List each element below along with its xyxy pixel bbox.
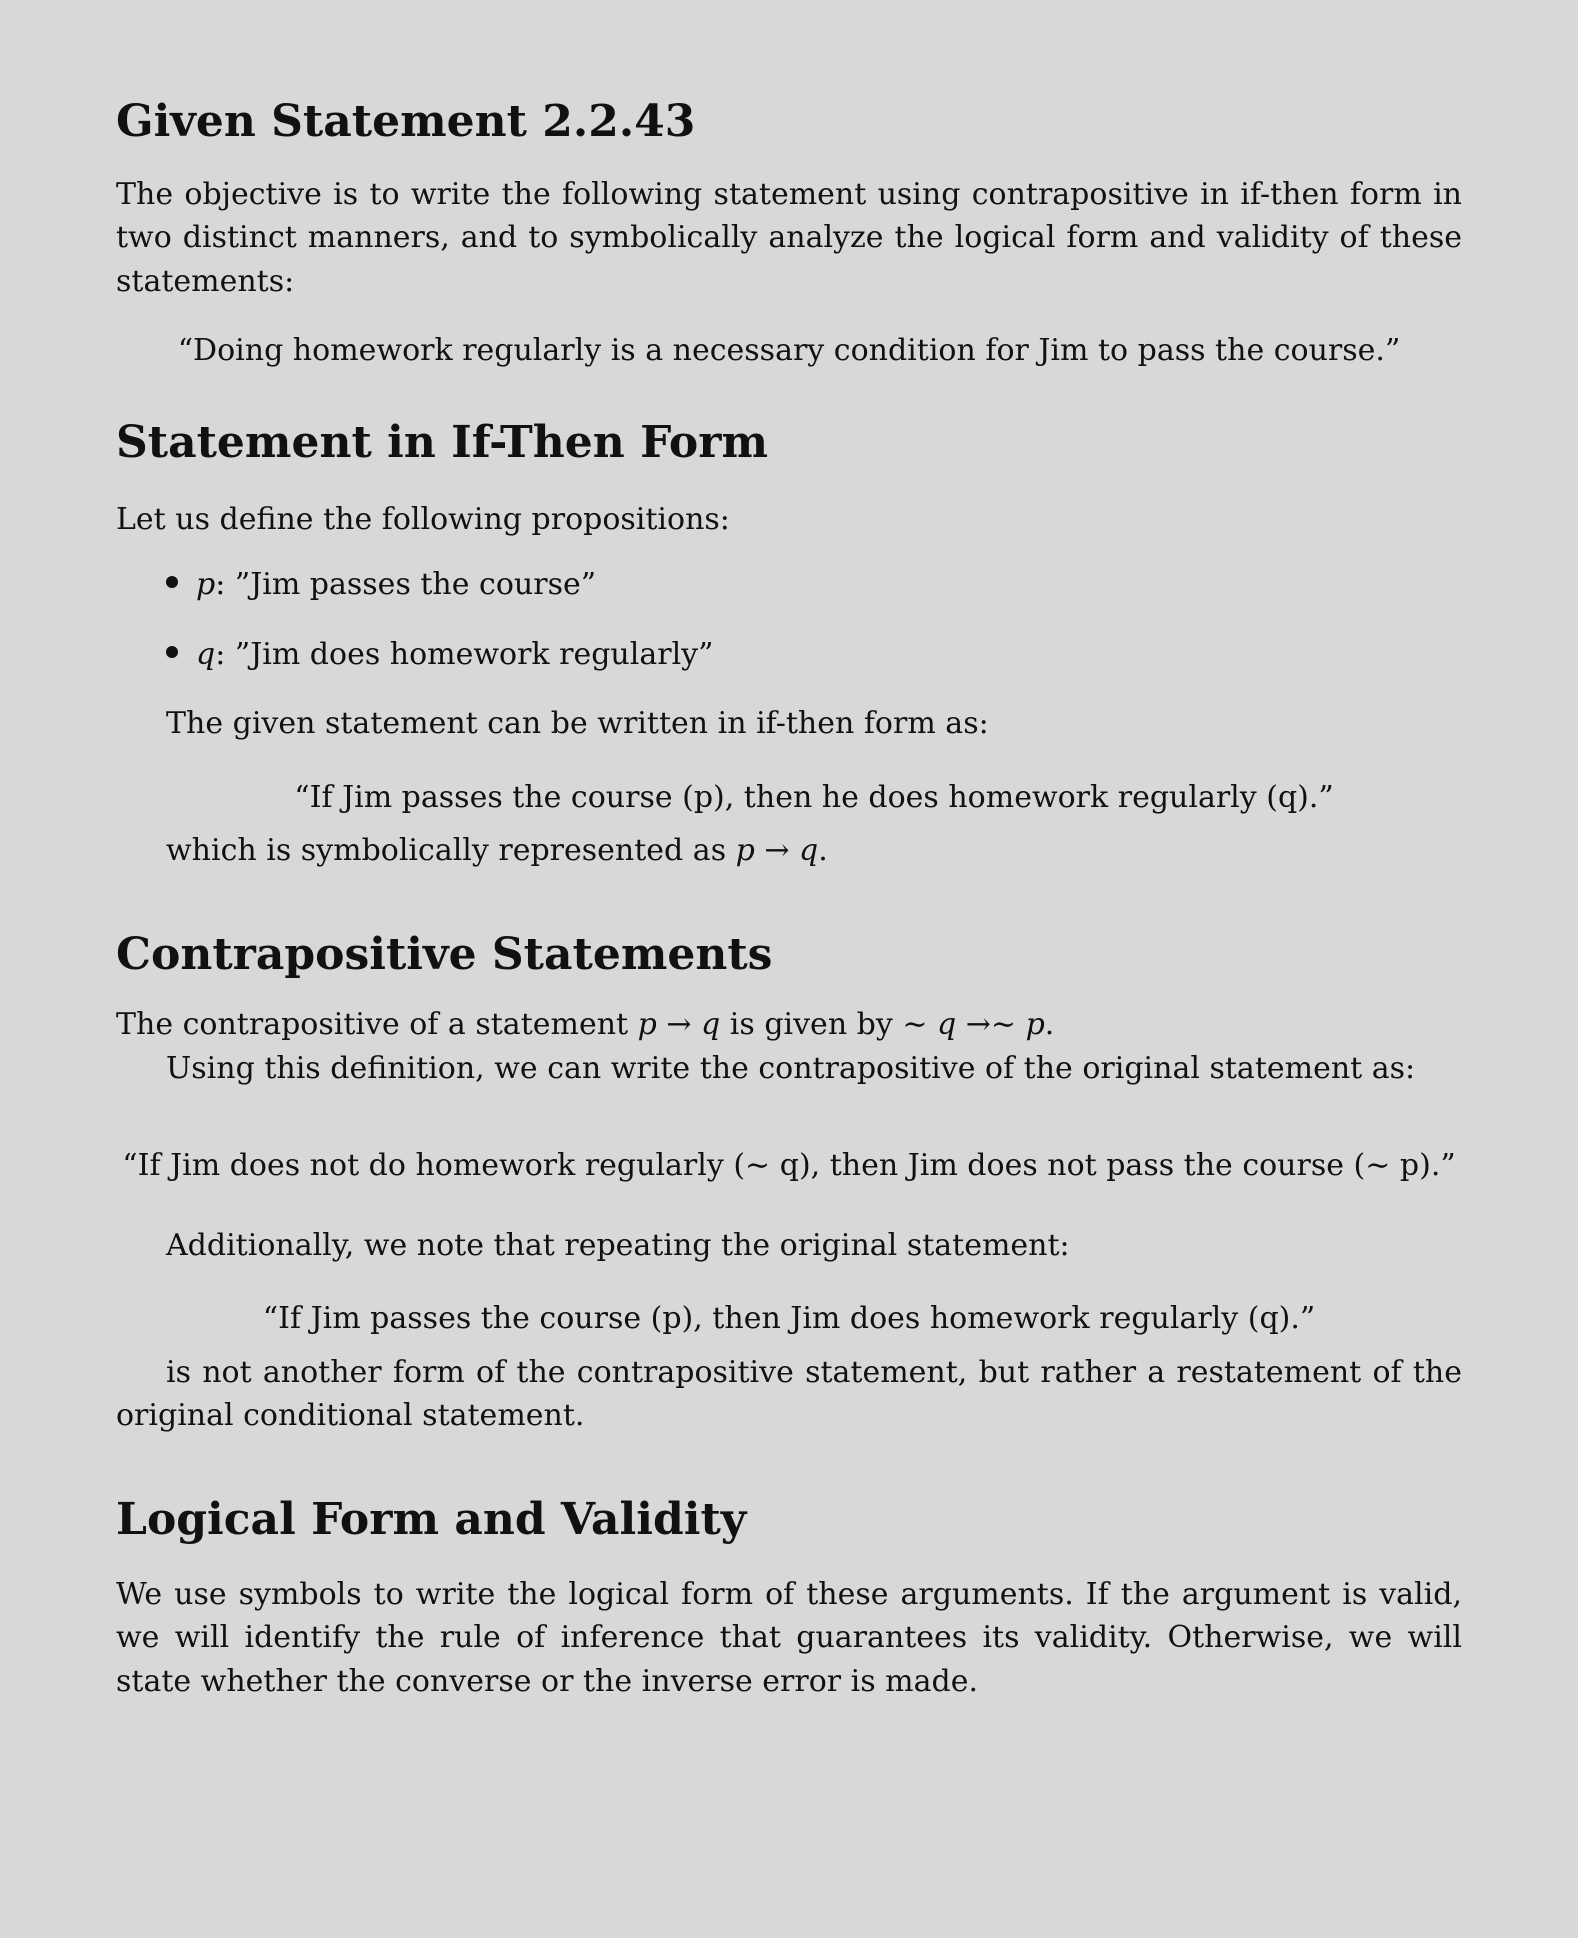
contrapositive-additionally: Additionally, we note that repeating the original statement: bbox=[166, 1227, 1070, 1263]
symbolic-prefix: which is symbolically represented as bbox=[166, 833, 736, 869]
given-quote: “Doing homework regularly is a necessary condition for Jim to pass the course.” bbox=[177, 333, 1401, 369]
symbolic-expression: p → q bbox=[735, 833, 819, 869]
list-item bbox=[166, 633, 1462, 677]
given-intro: The objective is to write the following statement using contrapositive in if-then form in two distinct manners, and to symbolically analyze the logical form and validity of these statements: bbox=[116, 176, 1462, 299]
proposition-symbol: q bbox=[196, 636, 216, 672]
bullet-icon bbox=[166, 576, 178, 588]
proposition-list bbox=[116, 563, 1462, 676]
proposition-symbol: p bbox=[196, 567, 216, 603]
validity-text: We use symbols to write the logical form of these arguments. If the argument is valid, we will identify the rule of inference that guarantees its validity. Otherwise, we will state whether the converse or the inverse error is made. bbox=[116, 1576, 1462, 1699]
proposition-text: : ”Jim passes the course” bbox=[215, 567, 597, 603]
def-prefix: The contrapositive of a statement bbox=[116, 1007, 638, 1043]
bullet-icon bbox=[166, 646, 178, 658]
section-title-given: Given Statement 2.2.43 bbox=[116, 96, 696, 147]
contrapositive-quote-2: “If Jim passes the course (p), then Jim does homework regularly (q).” bbox=[262, 1301, 1316, 1337]
ifthen-intro: Let us define the following propositions: bbox=[116, 501, 730, 537]
section-title-contrapositive: Contrapositive Statements bbox=[116, 928, 773, 980]
contrapositive-note: is not another form of the contrapositive statement, but rather a restatement of the original conditional statement. bbox=[116, 1354, 1462, 1434]
list-item bbox=[166, 563, 1462, 607]
section-title-validity: Logical Form and Validity bbox=[116, 1493, 747, 1545]
ifthen-lead: The given statement can be written in if-then form as: bbox=[166, 706, 989, 742]
symbolic-suffix: . bbox=[818, 833, 828, 869]
def-expression-2: ∼ q →∼ p bbox=[902, 1007, 1045, 1043]
ifthen-symbolic bbox=[116, 829, 1462, 873]
contrapositive-using: Using this definition, we can write the contrapositive of the original statement as: bbox=[166, 1050, 1416, 1086]
ifthen-quote: “If Jim passes the course (p), then he does homework regularly (q).” bbox=[294, 779, 1334, 815]
section-title-ifthen: Statement in If-Then Form bbox=[116, 416, 769, 468]
def-suffix: . bbox=[1044, 1007, 1055, 1043]
contrapositive-quote: “If Jim does not do homework regularly (∼ q), then Jim does not pass the course (∼ p).” bbox=[122, 1148, 1456, 1184]
contrapositive-definition bbox=[116, 1003, 1462, 1047]
proposition-text: : ”Jim does homework regularly” bbox=[215, 636, 714, 672]
def-expression-1: p → q bbox=[637, 1007, 721, 1043]
def-mid: is given by bbox=[720, 1007, 903, 1043]
